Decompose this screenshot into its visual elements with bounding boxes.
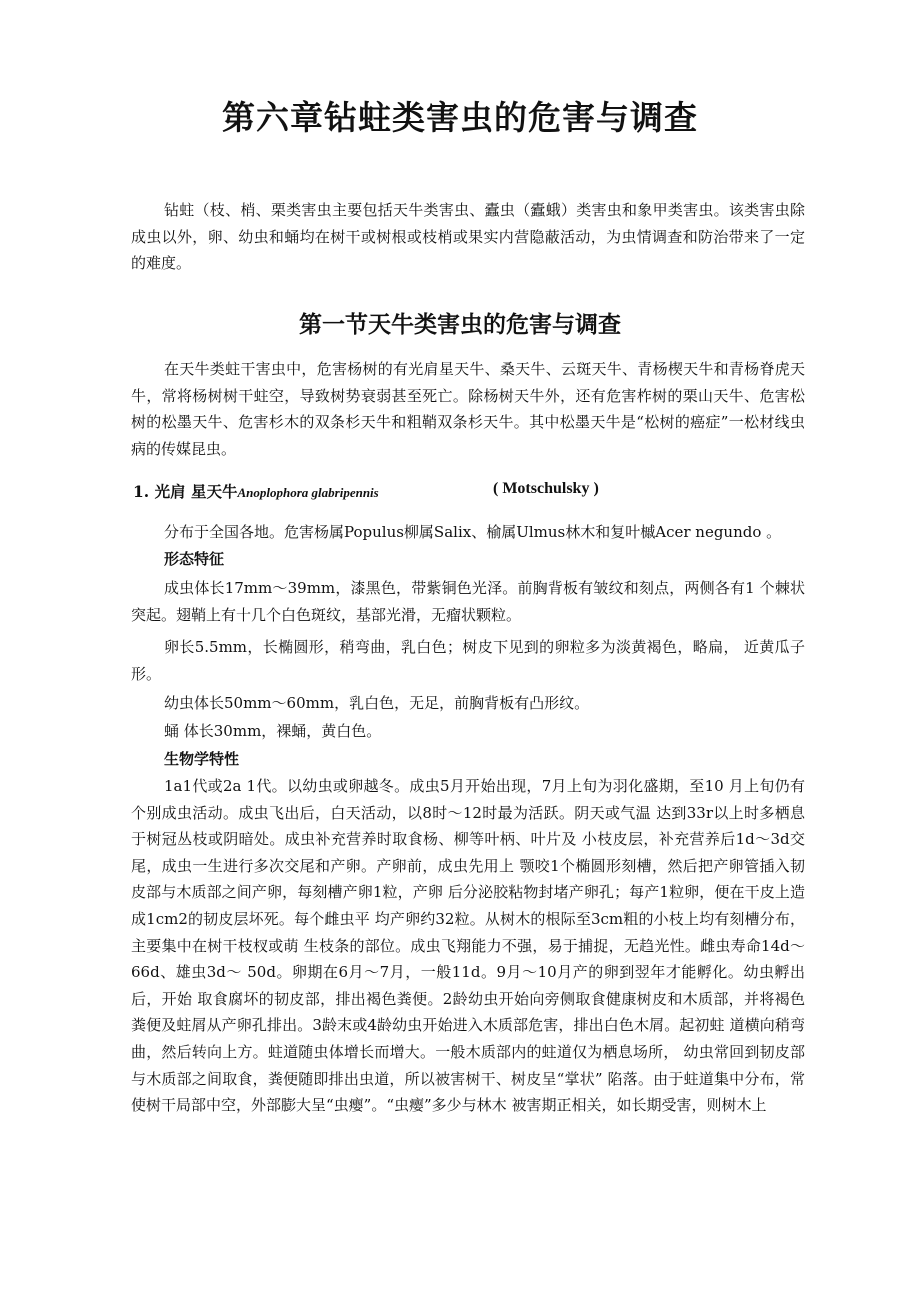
chapter-title: 第六章钻蛀类害虫的危害与调查	[222, 98, 698, 137]
morphology-heading: 形态特征	[164, 550, 225, 568]
adult-text: 成虫体长17mm～39mm，漆黑色，带紫铜色光泽。前胸背板有皱纹和刻点，两侧各有1 个棘状突起。翅鞘上有十几个白色斑纹，基部光滑，无瘤状颗粒。	[131, 579, 805, 624]
species-author: ( Motschulsky )	[493, 480, 599, 497]
larva-paragraph	[131, 690, 805, 717]
biology-heading: 生物学特性	[164, 750, 240, 768]
section-intro-paragraph	[131, 356, 805, 462]
adult-paragraph	[131, 575, 805, 628]
egg-text: 卵长5.5mm，长椭圆形，稍弯曲，乳白色；树皮下见到的卵粒多为淡黄褐色，略扁， 近黄瓜子形。	[131, 638, 805, 683]
larva-text: 幼虫体长50mm～60mm，乳白色，无足，前胸背板有凸形纹。	[164, 694, 590, 712]
pupa-paragraph	[131, 718, 805, 745]
pupa-text: 蛹 体长30mm，裸蛹，黄白色。	[164, 722, 382, 740]
section-title: 第一节天牛类害虫的危害与调查	[299, 312, 621, 338]
species-latin-name: Anoplophora glabripennis	[237, 485, 379, 500]
distribution-text: 分布于全国各地。危害杨属Populus柳属Salix、榆属Ulmus林木和复叶槭Acer negundo 。	[164, 523, 782, 541]
biology-text: 1a1代或2a 1代。以幼虫或卵越冬。成虫5月开始出现，7月上旬为羽化盛期，至10 月上旬仍有个别成虫活动。成虫飞出后，白天活动，以8时～12时最为活跃。阴天或气温 达到33r以上时多栖息于树冠丛枝或阴暗处。成虫补充营养时取食杨、柳等叶柄、叶片及 小枝皮层，补充营养后1d～3d交尾，成虫一生进行多次交尾和产卵。产卵前，成虫先用上 颚咬1个椭圆形刻槽，然后把产卵管插入韧皮部与木质部之间产卵，每刻槽产卵1粒，产卵 后分泌胶粘物封堵产卵孔；每产1粒卵，便在干皮上造成1cm2的韧皮层坏死。每个雌虫平 均产卵约32粒。从树木的根际至3cm粗的小枝上均有刻槽分布，主要集中在树干枝杈或萌 生枝条的部位。成虫飞翔能力不强，易于捕捉，无趋光性。雌虫寿命14d～66d、雄虫3d～ 50d。卵期在6月～7月，一般11d。9月～10月产的卵到翌年才能孵化。幼虫孵出后，开始 取食腐坏的韧皮部，排出褐色粪便。2龄幼虫开始向旁侧取食健康树皮和木质部，并将褐色 粪便及蛀屑从产卵孔排出。3龄末或4龄幼虫开始进入木质部危害，排出白色木屑。起初蛀 道横向稍弯曲，然后转向上方。蛀道随虫体增长而增大。一般木质部内的蛀道仅为栖息场所， 幼虫常回到韧皮部与木质部之间取食，粪便随即排出虫道，所以被害树干、树皮呈“掌状” 陷落。由于蛀道集中分布，常使树干局部中空，外部膨大呈“虫瘿”。“虫瘿”多少与林木 被害期正相关，如长期受害，则树木上	[131, 777, 805, 1115]
species-heading	[133, 480, 813, 502]
distribution-paragraph	[131, 519, 805, 546]
intro-text: 钻蛀（枝、梢、栗类害虫主要包括天牛类害虫、蠹虫（蠹蛾）类害虫和象甲类害虫。该类害虫除成虫以外，卵、幼虫和蛹均在树干或树根或枝梢或果实内营隐蔽活动，为虫情调查和防治带来了一定的难度。	[131, 201, 805, 273]
section-intro-text: 在天牛类蛀干害虫中，危害杨树的有光肩星天牛、桑天牛、云斑天牛、青杨楔天牛和青杨脊虎天牛，常将杨树树干蛀空，导致树势衰弱甚至死亡。除杨树天牛外，还有危害柞树的栗山天牛、危害松树的松墨天牛、危害杉木的双条杉天牛和粗鞘双条杉天牛。其中松墨天牛是“松树的癌症”一松材线虫病的传媒昆虫。	[131, 360, 805, 458]
intro-paragraph	[131, 197, 805, 277]
egg-paragraph	[131, 634, 805, 687]
biology-paragraph	[131, 773, 805, 1119]
species-name: 1. 光肩 星天牛	[133, 482, 238, 501]
